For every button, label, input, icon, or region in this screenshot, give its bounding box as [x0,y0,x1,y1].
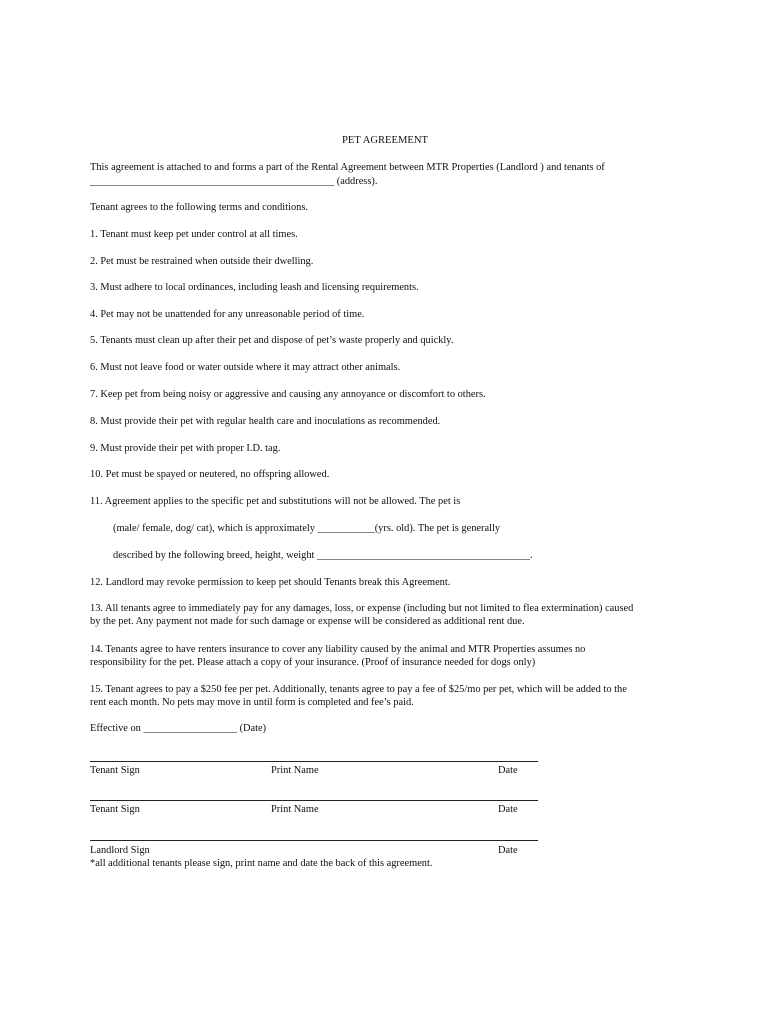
term-item-5: 5. Tenants must clean up after their pet and dispose of pet’s waste properly and quickly. [90,335,454,346]
term-item-14-line-1: 14. Tenants agree to have renters insurance to cover any liability caused by the animal and MTR Properties assumes no [90,644,586,655]
term-item-4: 4. Pet may not be unattended for any unreasonable period of time. [90,309,365,320]
footnote: *all additional tenants please sign, print name and date the back of this agreement. [90,858,433,869]
term-item-14-line-2: responsibility for the pet. Please attach a copy of your insurance. (Proof of insurance needed for dogs only) [90,657,536,668]
term-item-11-cont-1: (male/ female, dog/ cat), which is approximately ___________(yrs. old). The pet is generally [113,523,501,534]
term-item-7: 7. Keep pet from being noisy or aggressive and causing any annoyance or discomfort to others. [90,389,486,400]
term-item-2: 2. Pet must be restrained when outside their dwelling. [90,256,314,267]
date-label: Date [498,804,518,815]
intro-line-1: This agreement is attached to and forms a part of the Rental Agreement between MTR Properties (Landlord ) and tenants of [90,162,605,173]
term-item-12: 12. Landlord may revoke permission to keep pet should Tenants break this Agreement. [90,577,451,588]
signature-row-2 [90,803,538,817]
term-item-15-line-2: rent each month. No pets may move in until form is completed and fee’s paid. [90,697,414,708]
intro-line-2: _______________________________________________ (address). [90,176,378,187]
signature-line-1[interactable] [90,761,538,762]
term-item-8: 8. Must provide their pet with regular health care and inoculations as recommended. [90,416,441,427]
document-title: PET AGREEMENT [341,135,429,146]
term-item-3: 3. Must adhere to local ordinances, including leash and licensing requirements. [90,282,419,293]
term-item-1: 1. Tenant must keep pet under control at all times. [90,229,298,240]
print-name-label: Print Name [271,765,319,776]
term-item-13-line-1: 13. All tenants agree to immediately pay for any damages, loss, or expense (including but not limited to flea extermination) caused [90,603,634,614]
tenant-sign-label: Tenant Sign [90,765,140,776]
signature-row-1 [90,764,538,778]
date-label: Date [498,765,518,776]
print-name-label: Print Name [271,804,319,815]
term-item-10: 10. Pet must be spayed or neutered, no offspring allowed. [90,469,330,480]
term-item-9: 9. Must provide their pet with proper I.D. tag. [90,443,281,454]
term-item-6: 6. Must not leave food or water outside where it may attract other animals. [90,362,401,373]
signature-line-2[interactable] [90,800,538,801]
landlord-sign-label: Landlord Sign [90,845,150,856]
term-item-11-cont-2: described by the following breed, height, weight _________________________________________. [113,550,533,561]
date-label: Date [498,845,518,856]
signature-row-3 [90,844,538,858]
tenant-sign-label: Tenant Sign [90,804,140,815]
term-item-11: 11. Agreement applies to the specific pet and substitutions will not be allowed. The pet is [90,496,461,507]
term-item-13-line-2: by the pet. Any payment not made for such damage or expense will be considered as additional rent due. [90,616,525,627]
signature-line-3[interactable] [90,840,538,841]
term-item-15-line-1: 15. Tenant agrees to pay a $250 fee per pet. Additionally, tenants agree to pay a fee of $25/mo per pet, which will be added to the [90,684,627,695]
terms-intro: Tenant agrees to the following terms and conditions. [90,202,308,213]
effective-date: Effective on __________________ (Date) [90,723,267,734]
